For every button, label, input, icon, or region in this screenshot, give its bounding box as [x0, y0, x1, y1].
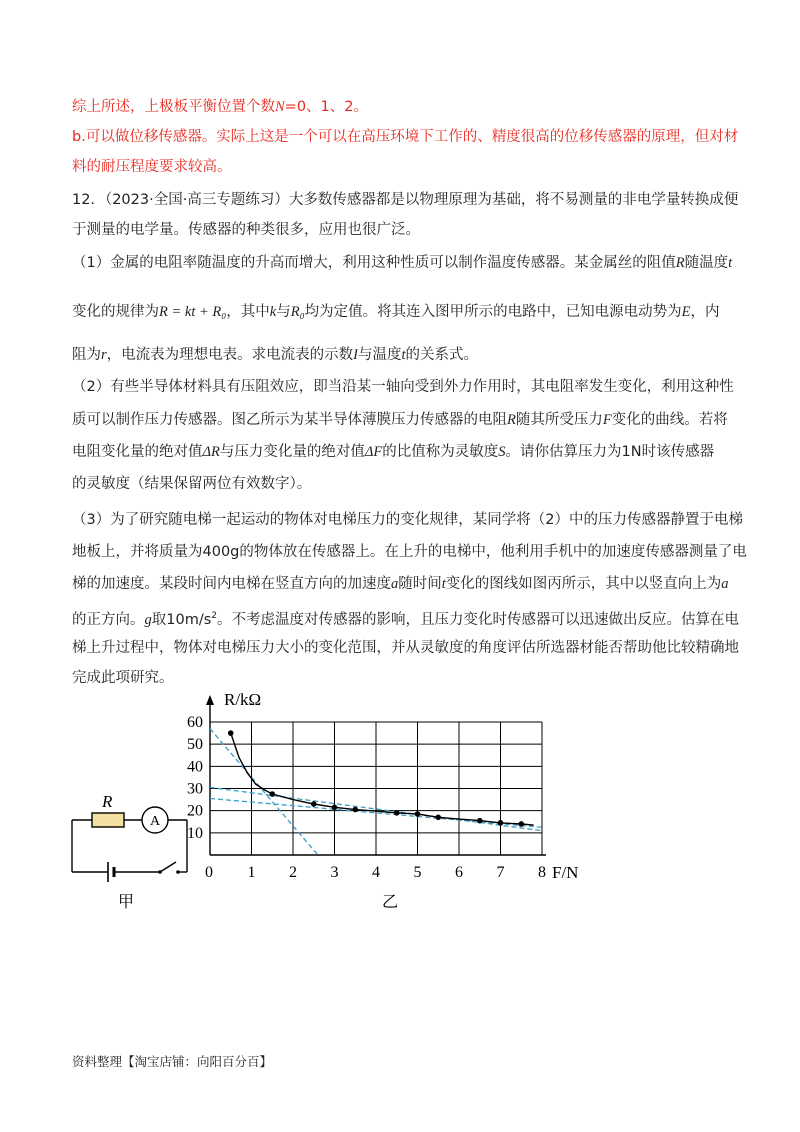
switch-icon	[160, 862, 176, 872]
text-seg: 与	[276, 304, 291, 320]
text-line-11	[72, 442, 714, 462]
text-seg: R = kt + R₀	[159, 304, 227, 320]
text-line-13	[72, 510, 743, 530]
caption-jia: 甲	[118, 894, 135, 911]
x-tick-label: 2	[289, 864, 297, 881]
text-line-2	[72, 127, 738, 147]
ammeter-label: A	[150, 814, 161, 829]
text-seg: E	[681, 304, 691, 320]
y-tick-label: 50	[187, 736, 203, 754]
text-seg: t	[728, 255, 733, 271]
text-line-6	[72, 253, 732, 273]
switch-pivot	[158, 870, 162, 874]
text-line-5	[72, 220, 420, 240]
text-seg: F	[602, 412, 612, 428]
text-seg: 电阻变化量的绝对值	[72, 444, 203, 460]
text-seg: 地板上，并将质量为400g的物体放在传感器上。在上升的电梯中，他利用手机中的加速度传感器测量了电	[72, 544, 747, 560]
data-point	[477, 818, 483, 824]
text-seg: 的灵敏度（结果保留两位有效数字）。	[72, 476, 312, 492]
text-seg: 变化的图线如图丙所示，其中以竖直向上为	[445, 576, 722, 592]
text-seg: 随其所受压力	[515, 412, 603, 428]
chart-grid	[210, 722, 542, 855]
text-seg: ，其中	[226, 304, 270, 320]
text-seg: R	[507, 412, 516, 428]
text-seg: 完成此项研究。	[72, 670, 174, 686]
text-line-1	[72, 97, 368, 117]
text-seg: a	[721, 576, 729, 592]
text-seg: 取10m/s	[151, 611, 212, 628]
data-point	[311, 801, 317, 807]
text-seg: 综上所述，上极板平衡位置个数	[72, 99, 275, 115]
text-seg: I	[353, 347, 358, 363]
resistor-label: R	[102, 792, 113, 811]
data-point	[518, 821, 524, 827]
text-seg: R₀	[290, 304, 305, 320]
text-seg: k	[269, 304, 277, 320]
resistance-curve	[231, 733, 534, 825]
switch-contact	[176, 870, 180, 874]
data-point	[415, 811, 421, 817]
text-line-4	[72, 190, 738, 210]
y-tick-label: 20	[187, 802, 203, 820]
text-line-12	[72, 474, 311, 494]
text-seg: 于测量的电学量。传感器的种类很多，应用也很广泛。	[72, 222, 420, 238]
text-seg: ΔR	[202, 444, 220, 460]
data-point	[269, 791, 275, 797]
text-seg: 随温度	[684, 255, 729, 271]
text-seg: （1）金属的电阻率随温度的升高而增大，利用这种性质可以制作温度传感器。某金属丝的阻值	[72, 255, 676, 271]
text-seg: 12．（2023·全国·高三专题练习）大多数传感器都是以物理原理为基础，将不易测量的非电学量转换成便	[72, 192, 739, 208]
text-line-17	[72, 638, 739, 658]
text-seg: 变化的曲线。若将	[611, 412, 728, 428]
text-seg: 阻为	[72, 347, 101, 363]
x-tick-label: 5	[413, 864, 422, 881]
text-seg: a	[391, 576, 399, 592]
x-axis-label: F/N	[552, 863, 579, 882]
text-seg: 的关系式。	[405, 347, 479, 363]
x-tick-label: 1	[247, 864, 256, 881]
x-tick-label: 6	[455, 864, 463, 881]
x-tick-label: 3	[330, 864, 339, 881]
text-line-10	[72, 410, 728, 430]
data-point	[332, 805, 338, 811]
x-tick-label: 4	[372, 864, 380, 881]
text-seg: t	[401, 347, 406, 363]
text-seg: R	[675, 255, 685, 271]
tick-labels	[187, 714, 546, 881]
x-tick-label: 7	[496, 864, 505, 881]
text-seg: 。请你估算压力为1N时该传感器	[505, 444, 715, 460]
y-tick-label: 10	[187, 824, 203, 842]
text-seg: r	[101, 347, 107, 363]
data-point	[498, 820, 504, 826]
text-seg: 的比值称为灵敏度	[382, 444, 499, 460]
text-seg: 。不考虑温度对传感器的影响，且压力变化时传感器可以迅速做出反应。估算在电	[217, 611, 739, 628]
y-tick-label: 60	[187, 714, 203, 731]
text-seg: =0、1、2。	[284, 99, 368, 115]
text-line-14	[72, 542, 747, 562]
text-line-15	[72, 574, 729, 594]
text-seg: ，电流表为理想电表。求电流表的示数	[106, 347, 354, 363]
text-line-3	[72, 157, 232, 177]
text-seg: b.可以做位移传感器。实际上这是一个可以在高压环境下工作的、精度很高的位移传感器的原理，但对材	[72, 129, 739, 145]
data-point	[394, 810, 400, 816]
text-seg: 梯的加速度。某段时间内电梯在竖直方向的加速度	[72, 576, 391, 592]
text-seg: g	[144, 611, 152, 628]
caption-yi: 乙	[382, 894, 399, 911]
text-seg: 变化的规律为	[72, 304, 159, 320]
text-seg: 随时间	[398, 576, 442, 592]
text-seg: （3）为了研究随电梯一起运动的物体对电梯压力的变化规律，某同学将（2）中的压力传感器静置于电梯	[72, 512, 743, 528]
x-tick-label: 8	[538, 864, 546, 881]
text-seg: N	[275, 99, 285, 115]
text-line-18	[72, 668, 174, 688]
text-line-16	[72, 606, 739, 630]
text-seg: （2）有些半导体材料具有压阻效应，即当沿某一轴向受到外力作用时，其电阻率发生变化，利用这种性	[72, 379, 734, 395]
data-point	[352, 807, 358, 813]
text-seg: t	[441, 576, 446, 592]
text-seg: ，内	[690, 304, 720, 320]
resistor	[92, 813, 124, 827]
text-seg: 梯上升过程中，物体对电梯压力大小的变化范围，并从灵敏度的角度评估所选器材能否帮助他比较精确地	[72, 640, 739, 656]
text-seg: 料的耐压程度要求较高。	[72, 159, 232, 175]
text-seg: ΔF	[364, 444, 383, 460]
chart-yi	[187, 685, 600, 911]
text-line-9	[72, 377, 734, 397]
text-seg: 与压力变化量的绝对值	[219, 444, 365, 460]
text-seg: 均为定值。将其连入图甲所示的电路中，已知电源电动势为	[304, 304, 682, 320]
circuit-diagram-jia	[60, 780, 200, 910]
text-line-7	[72, 302, 720, 322]
text-seg: 的正方向。	[72, 611, 145, 628]
text-line-8	[72, 345, 478, 365]
x-tick-label: 0	[205, 864, 213, 881]
text-seg: 2	[211, 611, 217, 621]
data-point	[435, 815, 441, 821]
y-axis-arrow	[206, 695, 214, 705]
text-seg: 质可以制作压力传感器。图乙所示为某半导体薄膜压力传感器的电阻	[72, 412, 507, 428]
footer-note: 资料整理【淘宝店铺：向阳百分百】	[72, 1054, 273, 1069]
tangent-line	[210, 729, 318, 855]
text-seg: 与温度	[358, 347, 402, 363]
y-tick-label: 40	[187, 758, 203, 776]
y-tick-label: 30	[187, 780, 203, 798]
data-point	[228, 730, 234, 736]
text-seg: S	[498, 444, 506, 460]
y-axis-label: R/kΩ	[224, 690, 262, 709]
